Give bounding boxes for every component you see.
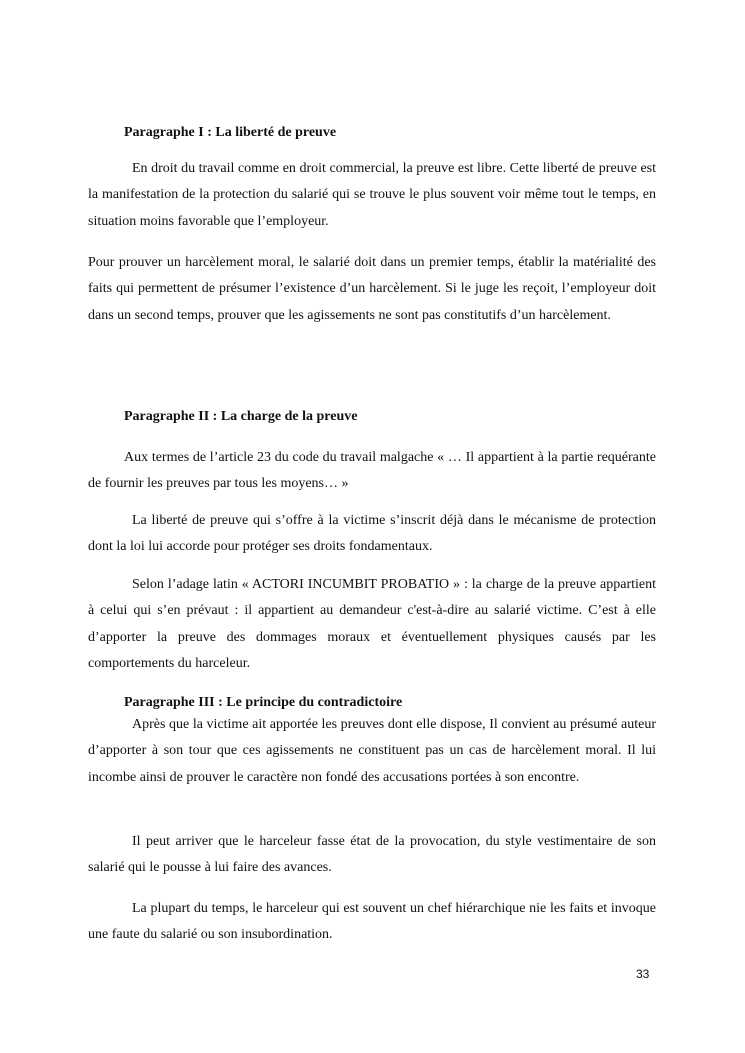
page-number: 33 [636,967,650,981]
section-heading-1: Paragraphe I : La liberté de preuve [124,125,337,140]
paragraph-2-2: La liberté de preuve qui s’offre à la victime s’inscrit déjà dans le mécanisme de protection dont la loi lui accorde pour protéger ses droits fondamentaux. [88,513,656,555]
paragraph-3-2: Il peut arriver que le harceleur fasse état de la provocation, du style vestimentaire de son salarié qui le pousse à lui faire des avances. [88,834,656,876]
section-heading-2: Paragraphe II : La charge de la preuve [124,409,358,424]
paragraph-1-2: Pour prouver un harcèlement moral, le salarié doit dans un premier temps, établir la matérialité des faits qui permettent de présumer l’existence d’un harcèlement. Si le juge les reçoit, l’employeur doit dans un second temps, prouver que les agissements ne sont pas constitutifs d’un harcèlement. [88,255,656,323]
paragraph-3-1: Après que la victime ait apportée les preuves dont elle dispose, Il convient au présumé auteur d’apporter à son tour que ces agissements ne constituent pas un cas de harcèlement moral. Il lui incombe ainsi de prouver le caractère non fondé des accusations portées à son encontre. [88,717,656,785]
paragraph-2-3: Selon l’adage latin « ACTORI INCUMBIT PROBATIO » : la charge de la preuve appartient à celui qui s’en prévaut : il appartient au demandeur c'est-à-dire au salarié victime. C’est à elle d’apporter la preuve des dommages moraux et éventuellement physiques causés par les comportements du harceleur. [88,577,656,672]
section-heading-3: Paragraphe III : Le principe du contradictoire [124,695,403,710]
paragraph-2-1: Aux termes de l’article 23 du code du travail malgache « … Il appartient à la partie requérante de fournir les preuves par tous les moyens… » [88,450,656,492]
paragraph-3-3: La plupart du temps, le harceleur qui est souvent un chef hiérarchique nie les faits et invoque une faute du salarié ou son insubordination. [88,901,656,943]
paragraph-1-1: En droit du travail comme en droit commercial, la preuve est libre. Cette liberté de preuve est la manifestation de la protection du salarié qui se trouve le plus souvent voir même tout le temps, en situation moins favorable que l’employeur. [88,161,656,229]
